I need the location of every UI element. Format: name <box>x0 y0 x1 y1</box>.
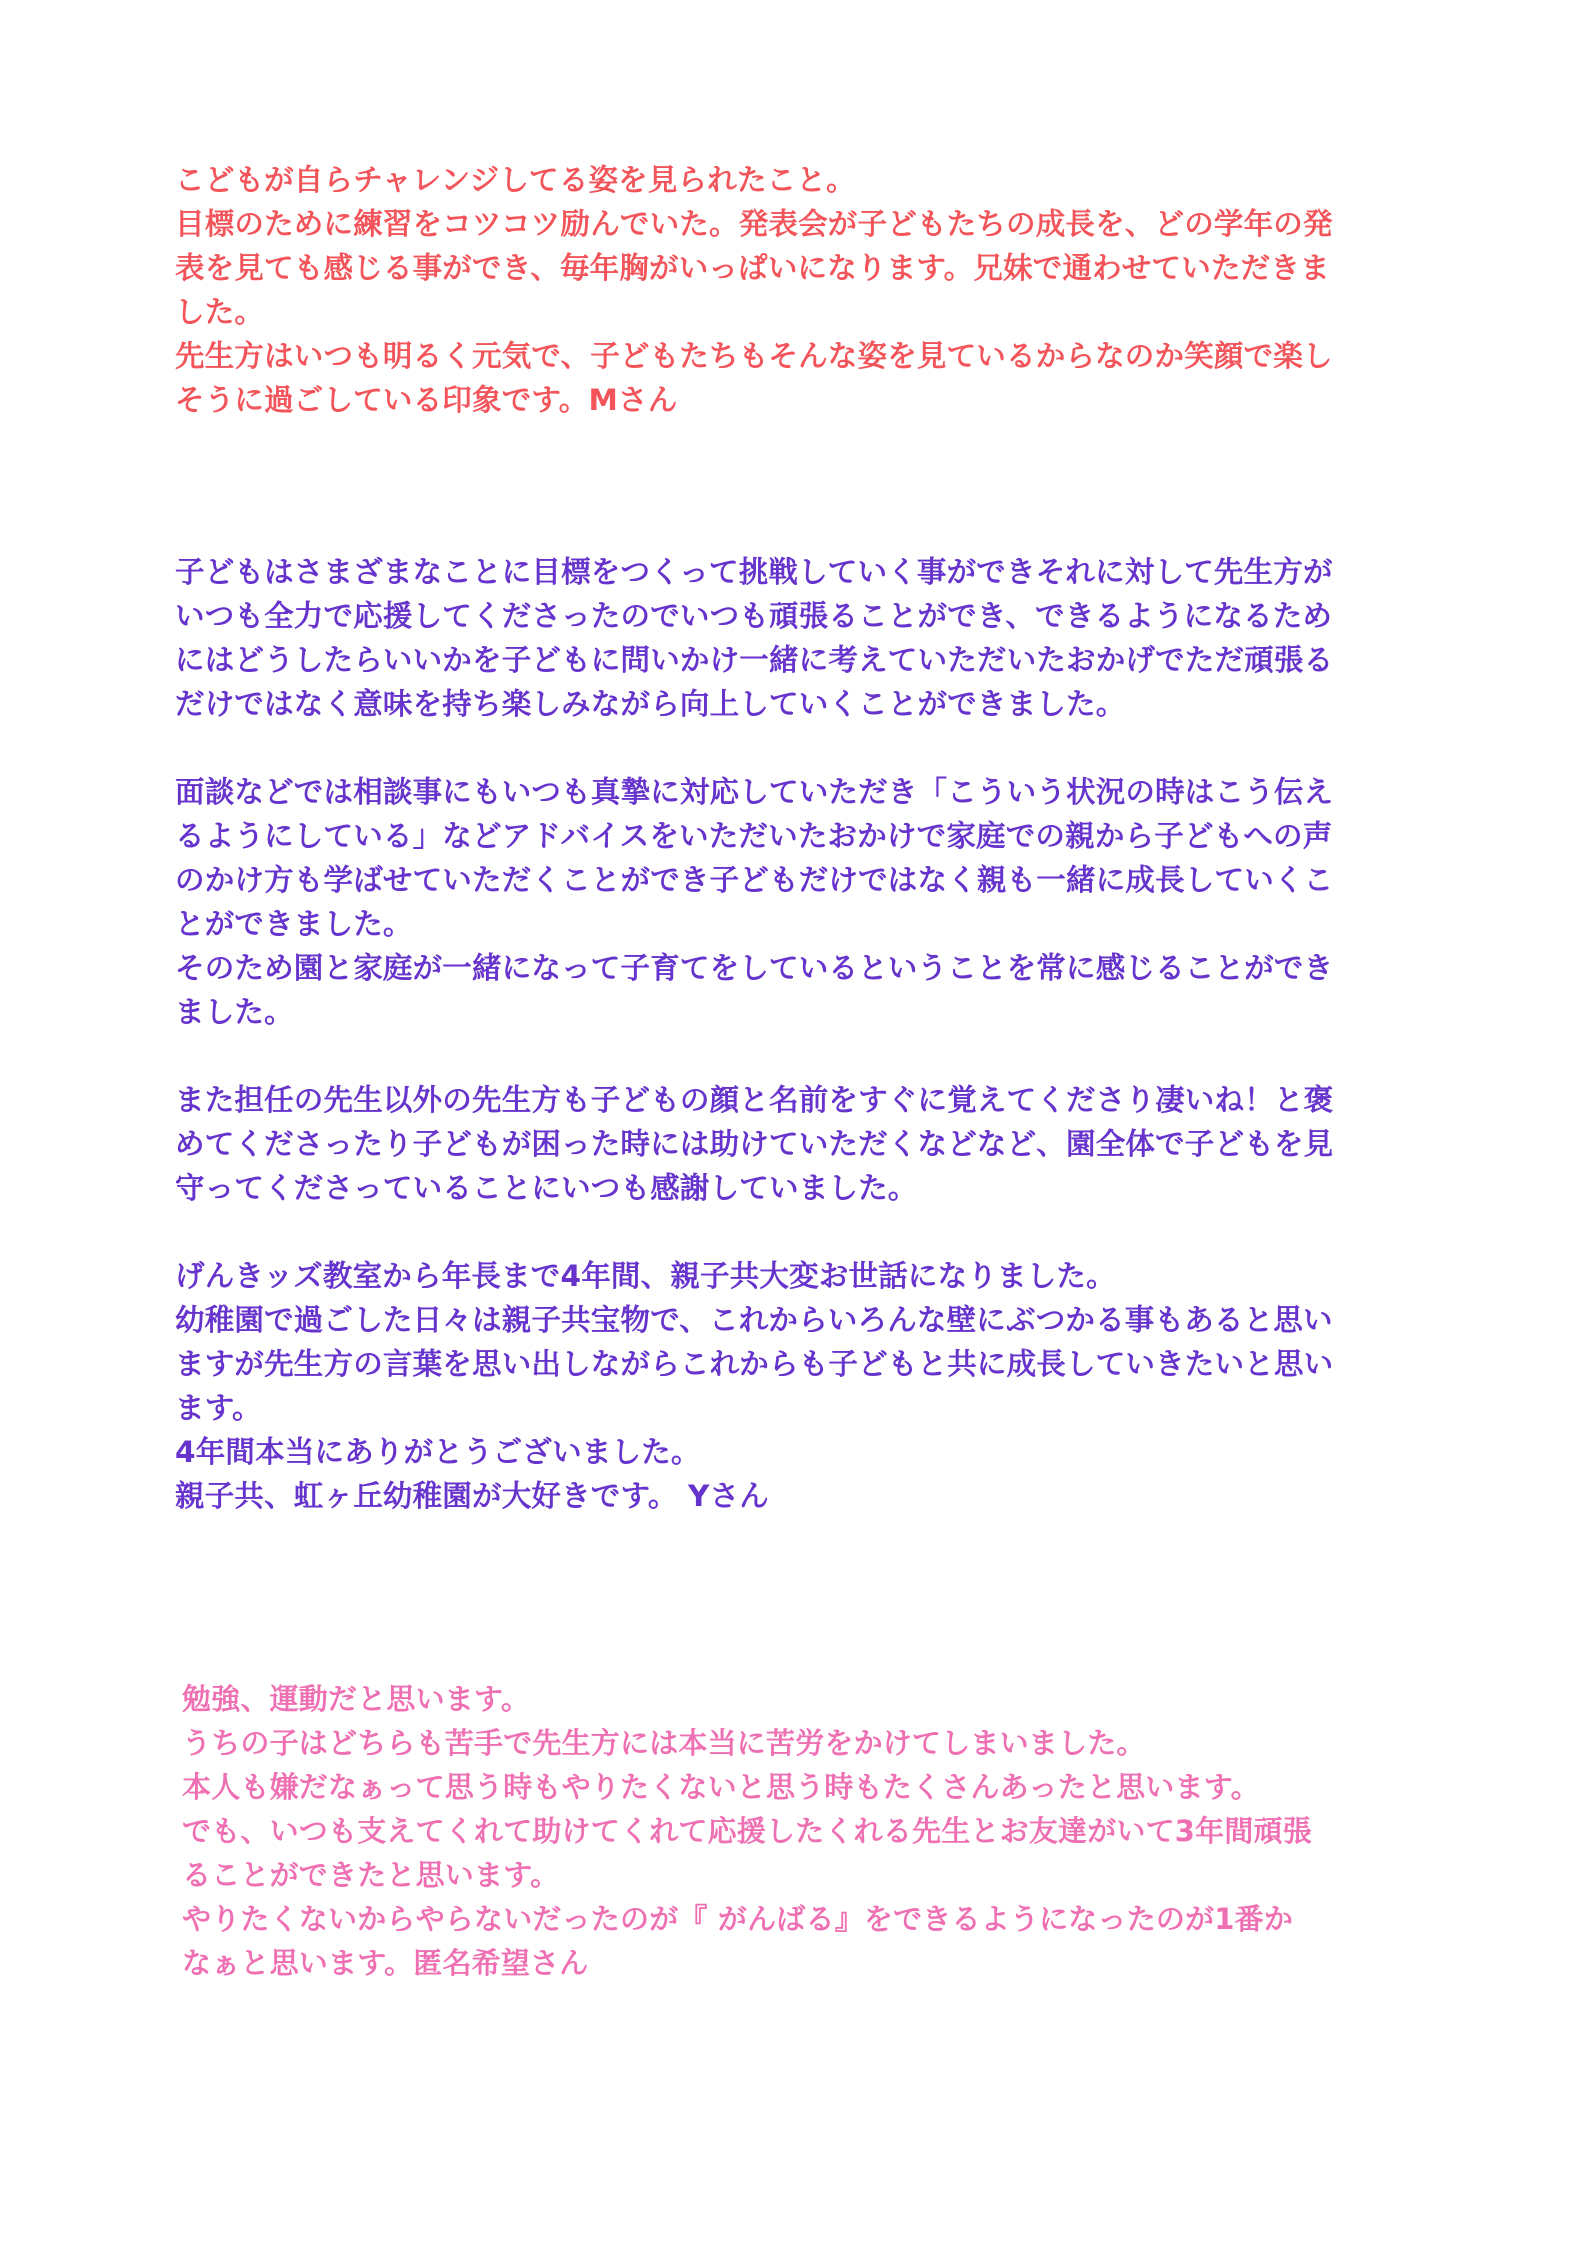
text-line: とができました。 <box>175 907 413 941</box>
text-line: 子どもはさまざまなことに目標をつくって挑戦していく事ができそれに対して先生方が <box>175 555 1333 589</box>
text-line: いつも全力で応援してくださったのでいつも頑張ることができ、できるようになるため <box>175 599 1333 633</box>
text-line: だけではなく意味を持ち楽しみながら向上していくことができました。 <box>175 687 1126 721</box>
blank-line <box>175 1210 1333 1254</box>
text-line: 表を見ても感じる事ができ、毎年胸がいっぱいになります。兄妹で通わせていただきま <box>175 251 1330 285</box>
text-line: ます。 <box>175 1391 262 1425</box>
text-line: ました。 <box>175 995 294 1029</box>
text-line: 勉強、運動だと思います。 <box>182 1682 531 1716</box>
testimonial-anonymous <box>182 1677 1312 1985</box>
text-line: 幼稚園で過ごした日々は親子共宝物で、これからいろんな壁にぶつかる事もあると思い <box>175 1303 1333 1337</box>
text-line: げんきッズ教室から年長まで4年間、親子共大変お世話になりました。 <box>175 1259 1116 1293</box>
text-line: 面談などでは相談事にもいつも真摯に対応していただき「こういう状況の時はこう伝え <box>175 775 1334 809</box>
testimonial-y <box>175 550 1333 1518</box>
text-line: こどもが自らチャレンジしてる姿を見られたこと。 <box>175 163 856 197</box>
text-line: ますが先生方の言葉を思い出しながらこれからも子どもと共に成長していきたいと思い <box>175 1347 1334 1381</box>
text-line: そうに過ごしている印象です。Mさん <box>175 383 678 417</box>
text-line: のかけ方も学ばせていただくことができ子どもだけではなく親も一緒に成長していくこ <box>175 863 1334 897</box>
text-line: 目標のために練習をコツコツ励んでいた。発表会が子どもたちの成長を、どの学年の発 <box>175 207 1333 241</box>
text-line: そのため園と家庭が一緒になって子育てをしているということを常に感じることができ <box>175 951 1334 985</box>
text-line: ることができたと思います。 <box>182 1858 560 1892</box>
text-line: 先生方はいつも明るく元気で、子どもたちもそんな姿を見ているからなのか笑顔で楽し <box>175 339 1333 373</box>
text-line: した。 <box>175 295 265 329</box>
text-line: 本人も嫌だなぁって思う時もやりたくないと思う時もたくさんあったと思います。 <box>182 1770 1260 1804</box>
text-line: やりたくないからやらないだったのが『 がんばる』をできるようになったのが1番か <box>182 1902 1294 1936</box>
text-line: るようにしている」などアドバイスをいただいたおかけで家庭での親から子どもへの声 <box>175 819 1333 853</box>
text-line: なぁと思います。匿名希望さん <box>182 1946 589 1980</box>
blank-line <box>175 1034 1333 1078</box>
text-line: でも、いつも支えてくれて助けてくれて応援したくれる先生とお友達がいて3年間頑張 <box>182 1814 1312 1848</box>
text-line: にはどうしたらいいかを子どもに問いかけ一緒に考えていただいたおかげでただ頑張る <box>175 643 1334 677</box>
text-line: うちの子はどちらも苦手で先生方には本当に苦労をかけてしまいました。 <box>182 1726 1146 1760</box>
text-line: めてくださったり子どもが困った時には助けていただくなどなど、園全体で子どもを見 <box>175 1127 1334 1161</box>
blank-line <box>175 726 1333 770</box>
text-line: 親子共、虹ヶ丘幼稚園が大好きです。 Yさん <box>175 1479 769 1513</box>
text-line: また担任の先生以外の先生方も子どもの顔と名前をすぐに覚えてくださり凄いね！と褒 <box>175 1083 1334 1117</box>
text-line: 守ってくださっていることにいつも感謝していました。 <box>175 1171 918 1205</box>
text-line: 4年間本当にありがとうございました。 <box>175 1435 701 1469</box>
testimonial-m <box>175 158 1333 422</box>
